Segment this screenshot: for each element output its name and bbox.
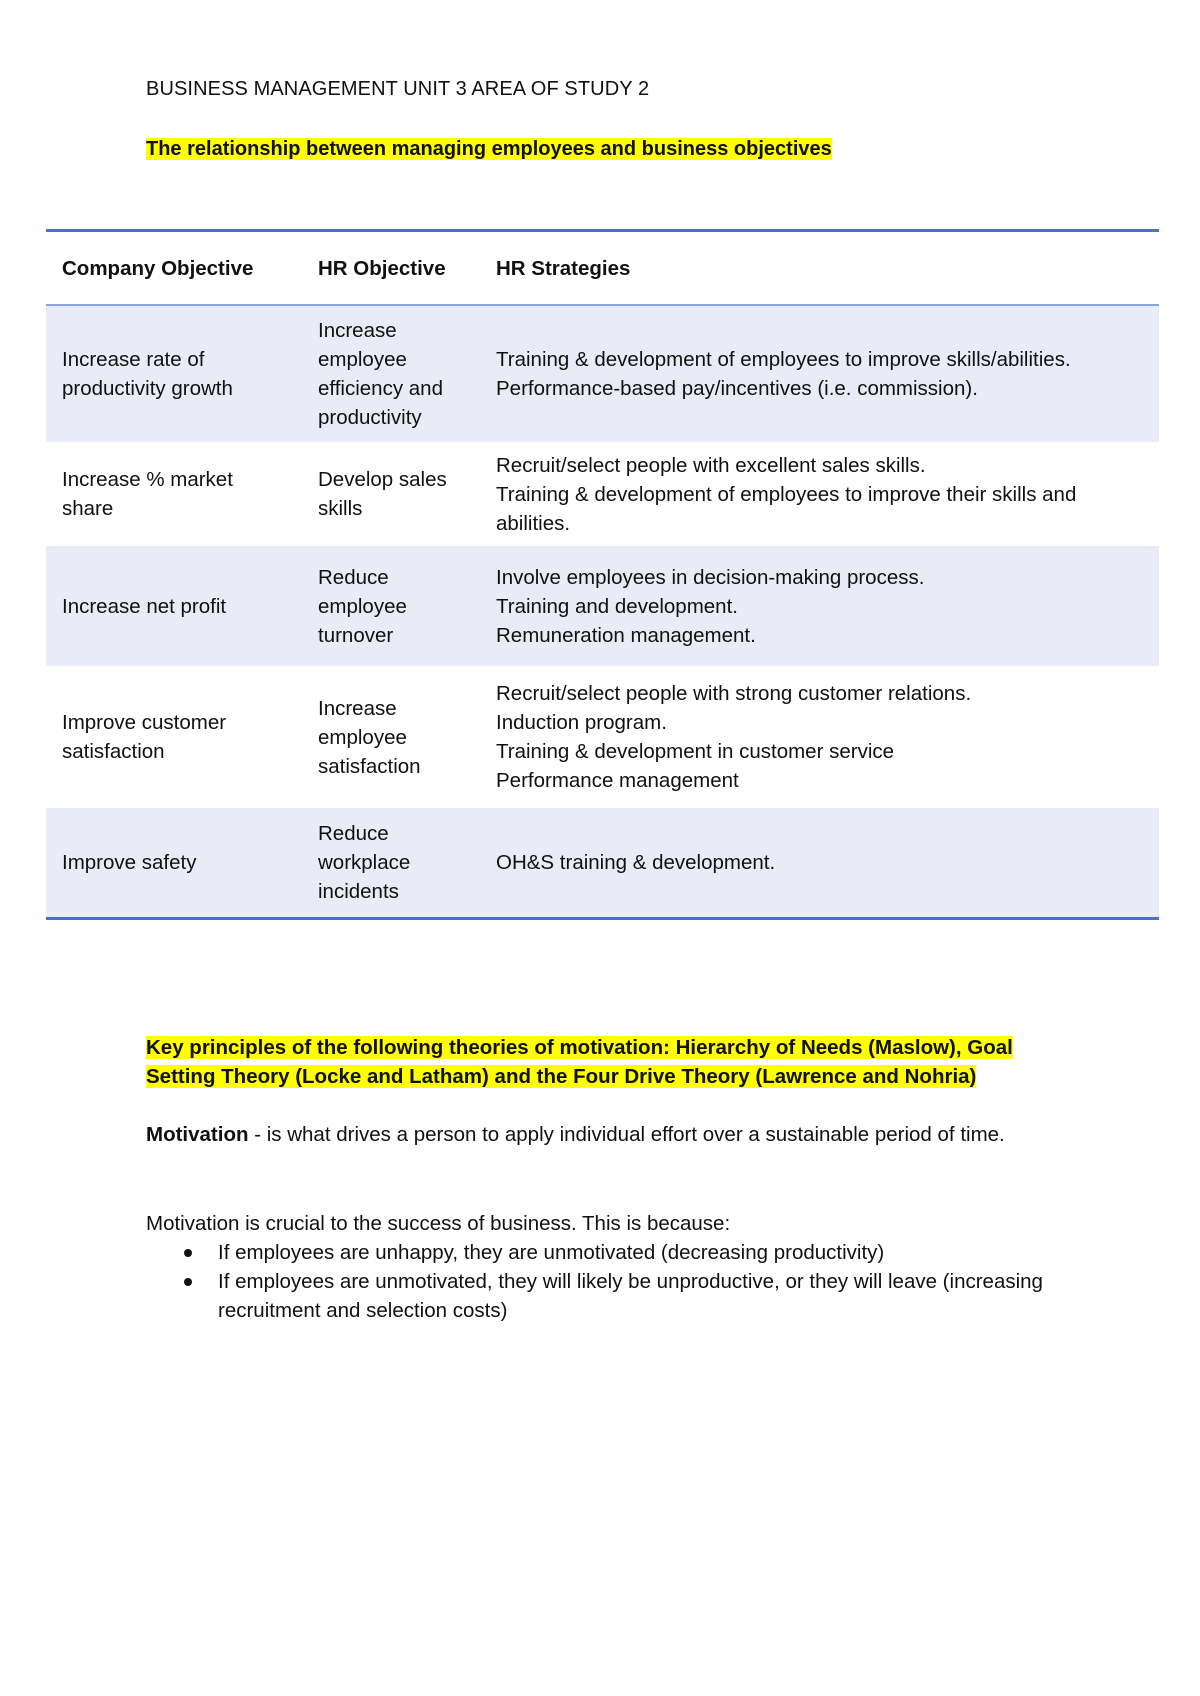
list-item (146, 1267, 1106, 1325)
strategy-line: Recruit/select people with strong customer relations. (496, 682, 972, 705)
table-header-row (46, 231, 1159, 306)
header-hr-strategies: HR Strategies (496, 256, 631, 280)
list-item-text: If employees are unhappy, they are unmotivated (decreasing productivity) (218, 1241, 885, 1264)
objectives-table (46, 229, 1159, 920)
strategy-line: Training & development of employees to improve skills/abilities. (496, 348, 1071, 371)
motivation-definition-text: - is what drives a person to apply individual effort over a sustainable period of time. (248, 1123, 1005, 1146)
strategy-line: Performance management (496, 769, 739, 792)
bullet-icon (184, 1278, 192, 1286)
cell-company-objective: Improve safety (46, 808, 302, 919)
strategy-line: Recruit/select people with excellent sales skills. (496, 453, 926, 477)
strategy-line: Remuneration management. (496, 623, 756, 647)
list-item-text: If employees are unmotivated, they will likely be unproductive, or they will leave (increasing recruitment and selection costs) (218, 1270, 1043, 1322)
header-hr-objective: HR Objective (318, 256, 446, 280)
table-row (46, 546, 1159, 666)
cell-hr-objective: Develop sales skills (318, 468, 447, 520)
cell-hr-strategies (480, 442, 1159, 546)
section-heading-motivation-theories (146, 1033, 1066, 1091)
list-item (146, 1238, 1106, 1267)
motivation-definition (146, 1120, 1066, 1149)
strategy-line: Training and development. (496, 594, 738, 618)
cell-hr-objective: Reduce employee turnover (302, 546, 480, 666)
motivation-term: Motivation (146, 1123, 249, 1146)
strategy-line: Training & development of employees to improve their skills and abilities. (496, 482, 1077, 535)
table-row (46, 808, 1159, 919)
strategy-line: Performance-based pay/incentives (i.e. commission). (496, 377, 978, 400)
strategy-line: Induction program. (496, 711, 667, 734)
bullet-list (146, 1238, 1106, 1325)
motivation-importance-intro: Motivation is crucial to the success of business. This is because: (146, 1212, 731, 1235)
table-row (46, 442, 1159, 546)
cell-hr-strategies (480, 546, 1159, 666)
bullet-icon (184, 1249, 192, 1257)
table-row (46, 305, 1159, 442)
cell-hr-strategies (480, 305, 1159, 442)
cell-company-objective: Increase rate of productivity growth (46, 305, 302, 442)
table-row (46, 666, 1159, 808)
cell-company-objective: Increase net profit (46, 546, 302, 666)
cell-hr-objective: Increase employee efficiency and productivity (302, 305, 480, 442)
cell-hr-objective: Reduce workplace incidents (302, 808, 480, 919)
header-company-objective: Company Objective (62, 256, 254, 280)
highlighted-heading-text: Key principles of the following theories of motivation: Hierarchy of Needs (Maslow), Goal Setting Theory (Locke and Latham) and the Four Drive Theory (Lawrence and Nohria) (146, 1036, 1013, 1088)
highlighted-heading-text: The relationship between managing employees and business objectives (146, 138, 832, 160)
strategy-line: Training & development in customer service (496, 740, 895, 763)
strategy-line: OH&S training & development. (496, 851, 776, 874)
cell-company-objective: Increase % market share (62, 468, 233, 520)
section-heading-relationship (146, 136, 832, 163)
cell-hr-objective: Increase employee satisfaction (318, 696, 421, 778)
cell-hr-strategies (480, 808, 1159, 919)
motivation-importance (146, 1209, 1106, 1325)
strategy-line: Involve employees in decision-making process. (496, 565, 925, 589)
cell-hr-strategies (480, 666, 1159, 808)
cell-company-objective: Improve customer satisfaction (62, 711, 227, 763)
document-title: BUSINESS MANAGEMENT UNIT 3 AREA OF STUDY 2 (146, 78, 650, 100)
